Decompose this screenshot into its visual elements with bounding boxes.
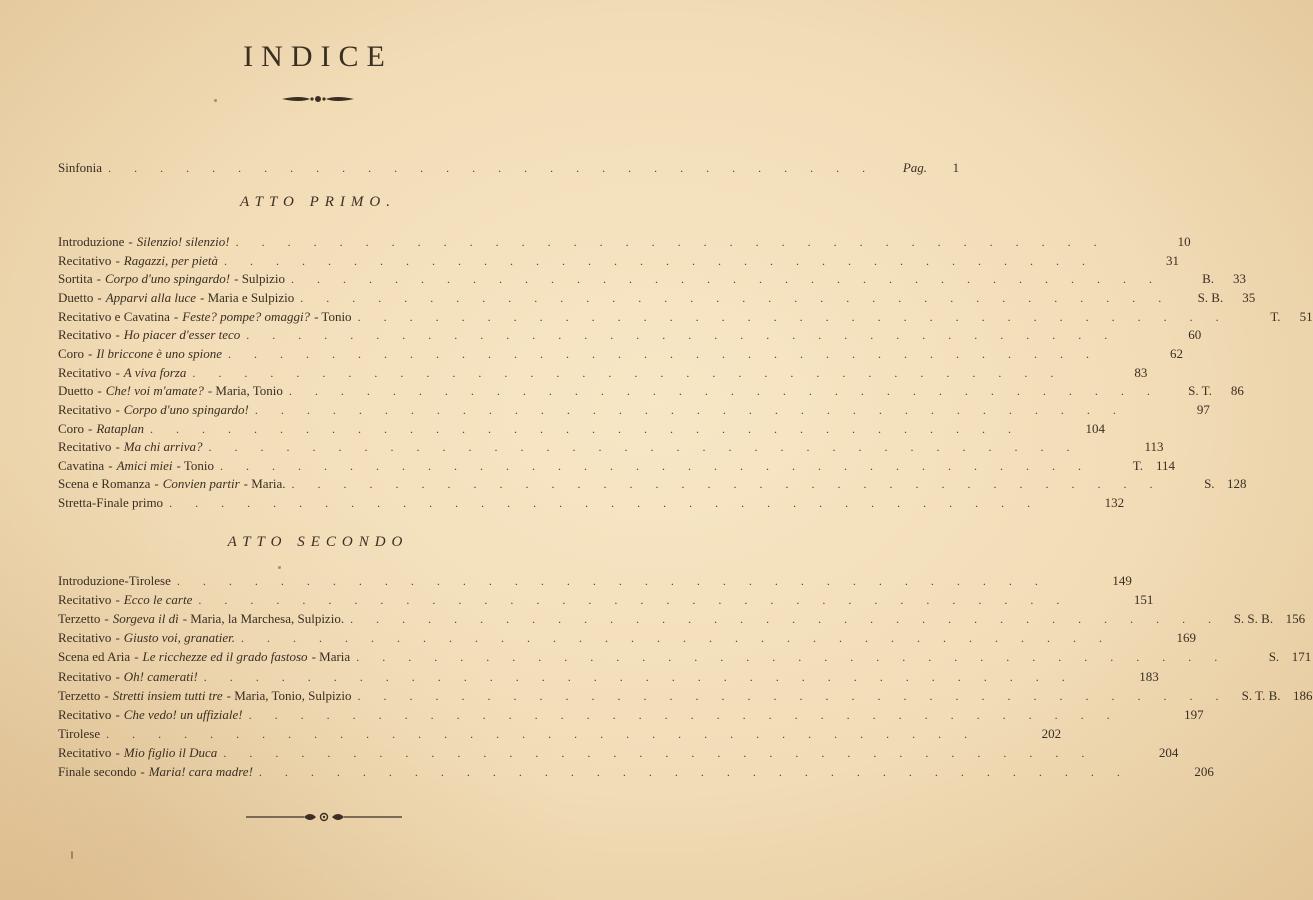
page-number: 202 [1041, 725, 1062, 741]
entry-type: Recitativo [58, 364, 112, 380]
entry-type: Terzetto [58, 611, 101, 627]
entry-label [58, 763, 253, 781]
entry-label [58, 475, 286, 493]
toc-row [58, 326, 1202, 344]
dash-separator: - [115, 592, 120, 608]
entry-label [58, 420, 144, 438]
toc-row [58, 270, 1247, 288]
entry-label: Sinfonia [58, 160, 103, 175]
page-number: 128 [1227, 476, 1247, 492]
entry-type: Introduzione-Tirolese [58, 573, 171, 588]
dot-leader: . . . . . . . . . . . . . . . . . . . . . . . . . . . . . . . . . . [300, 290, 1172, 305]
dash-separator: - [97, 289, 102, 305]
page-number: 151 [1133, 592, 1154, 608]
ink-speck [71, 851, 73, 859]
entry-characters: - Tonio [176, 457, 215, 473]
page-number: 156 [1285, 611, 1306, 627]
dash-separator: - [154, 476, 159, 492]
dot-leader: . . . . . . . . . . . . . . . . . . . . . . . . . . . . . . . . . . [288, 384, 1160, 399]
toc-row [58, 706, 1204, 724]
entry-title: Rataplan [96, 420, 145, 436]
entry-label [58, 629, 235, 647]
dash-separator: - [108, 457, 113, 473]
entry-characters: - Maria, Tonio, Sulpizio [226, 687, 352, 703]
entry-label [58, 494, 163, 512]
dash-separator: - [115, 252, 120, 268]
entry-characters: - Maria e Sulpizio [200, 289, 295, 305]
dot-leader: . . . . . . . . . . . . . . . . . . . . . . . . . . . . . . . . . . [350, 612, 1222, 627]
dot-leader: . . . . . . . . . . . . . . . . . . . . . . . . . . . . . . . . . . [227, 346, 1099, 361]
voice-parts: S. S. B. [1233, 611, 1274, 627]
entry-title: Corpo d'uno spingardo! [123, 401, 249, 417]
page-number: 204 [1158, 744, 1179, 760]
entry-type: Recitativo [58, 401, 112, 417]
act1-heading: ATTO PRIMO. [240, 194, 396, 210]
page-number: 197 [1184, 706, 1204, 722]
entry-type: Duetto [58, 383, 94, 399]
entry-title: Stretti insiem tutti tre [112, 687, 223, 703]
entry-title: Apparvi alla luce [105, 289, 196, 305]
page-number: 31 [1166, 252, 1180, 268]
toc-row [58, 233, 1191, 251]
dot-leader: . . . . . . . . . . . . . . . . . . . . . . . . . . . . . . . . . . [254, 402, 1126, 417]
entry-type: Recitativo e Cavatina [58, 308, 170, 324]
toc-row [58, 591, 1154, 609]
entry-type: Scena ed Aria [58, 649, 131, 665]
voice-parts: S. T. [1188, 383, 1212, 399]
entry-characters: - Tonio [314, 308, 352, 324]
entry-type: Finale secondo [58, 764, 137, 779]
page-number: 132 [1104, 495, 1125, 511]
page-number: 62 [1169, 345, 1183, 361]
dot-leader: . . . . . . . . . . . . . . . . . . . . . . . . . . . . . . . . . . [176, 574, 1048, 588]
entry-label [58, 364, 186, 382]
entry-type: Sortita [58, 271, 93, 287]
dot-leader: . . . . . . . . . . . . . . . . . . . . . . . . . . . . . . . . . . [220, 458, 1092, 473]
voice-parts: T. [1270, 308, 1281, 324]
entry-type: Recitativo [58, 592, 112, 608]
entry-label [58, 648, 350, 666]
dash-separator: - [104, 687, 109, 703]
page-number: 60 [1188, 327, 1202, 343]
entry-label [58, 744, 217, 762]
entry-title: Convien partir [162, 476, 240, 492]
entry-type: Scena e Romanza [58, 476, 151, 492]
pag-label: Pag. [902, 160, 928, 175]
entry-title: Maria! cara madre! [148, 764, 253, 779]
entry-label [58, 706, 243, 724]
entry-label [58, 289, 294, 307]
voice-parts: B. [1202, 271, 1215, 287]
toc-row [58, 668, 1159, 686]
entry-characters: - Maria, la Marchesa, Sulpizio. [182, 611, 345, 627]
dot-leader: . . . . . . . . . . . . . . . . . . . . . . . . . . . . . . . . . . [223, 745, 1095, 760]
toc-row [58, 438, 1164, 456]
entry-type: Tirolese [58, 725, 101, 741]
entry-label [58, 610, 344, 628]
page-number: 104 [1085, 420, 1106, 436]
page-number: 10 [1177, 234, 1191, 249]
entry-label [58, 233, 230, 251]
dot-leader: . . . . . . . . . . . . . . . . . . . . . . . . . . . . . . . . . . [356, 650, 1228, 665]
ornament-bottom [244, 809, 404, 825]
entry-title: Ho piacer d'esser teco [123, 327, 241, 343]
toc-row [58, 744, 1179, 762]
page-number: 83 [1134, 364, 1148, 380]
toc-row [58, 420, 1106, 438]
entry-title: Che vedo! un uffiziale! [123, 706, 243, 722]
page-number: 97 [1196, 401, 1210, 417]
ink-speck [278, 566, 281, 569]
toc-row [58, 364, 1148, 382]
entry-label [58, 308, 352, 326]
entry-title: Giusto voi, granatier. [123, 630, 236, 646]
entry-title: Mio figlio il Duca [123, 744, 218, 760]
entry-label [58, 252, 218, 270]
entry-title: Il briccone è uno spione [96, 345, 222, 361]
entry-title: Ecco le carte [123, 592, 193, 608]
entry-label [58, 687, 352, 705]
entry-type: Stretta-Finale primo [58, 495, 164, 511]
dot-leader: . . . . . . . . . . . . . . . . . . . . . . . . . . . . . . . . . . [357, 688, 1229, 703]
entry-label [58, 438, 203, 456]
toc-row [58, 252, 1180, 270]
entry-type: Recitativo [58, 668, 112, 684]
toc-row [58, 687, 1313, 705]
dot-leader: . . . . . . . . . . . . . . . . . . . . . . . . . . . . . . . . . . [291, 477, 1163, 492]
entry-label [58, 457, 214, 475]
dot-leader: . . . . . . . . . . . . . . . . . . . . . . . . . . . . . . . . . . [208, 440, 1080, 455]
entry-type: Coro [58, 345, 84, 361]
entry-title: Corpo d'uno spingardo! [105, 271, 231, 287]
ink-speck [214, 99, 217, 102]
dash-separator: - [88, 420, 93, 436]
page-number: 35 [1242, 289, 1256, 305]
dot-leader: . . . . . . . . . . . . . . . . . . . . . . . . . . . . . . . . . . [192, 365, 1064, 380]
dash-separator: - [96, 271, 102, 287]
toc-row [58, 475, 1247, 493]
dash-separator: - [115, 744, 120, 760]
dash-separator: - [128, 234, 133, 249]
page-number: 33 [1233, 271, 1247, 287]
toc-row [58, 725, 1062, 743]
dash-separator: - [173, 308, 179, 324]
page-number: 149 [1112, 573, 1132, 588]
entry-title: Sorgeva il dì [112, 611, 179, 627]
act2-heading: ATTO SECONDO [227, 534, 409, 550]
entry-type: Recitativo [58, 252, 112, 268]
page-number: 113 [1144, 439, 1164, 455]
dot-leader: . . . . . . . . . . . . . . . . . . . . . . . . . . . . . . . . . . [246, 328, 1118, 343]
dot-leader: . . . . . . . . . . . . . . . . . . . . . . . . . . . . . . . . . . [291, 272, 1163, 287]
toc-row [58, 401, 1210, 419]
entry-title: Amici miei [116, 457, 173, 473]
entry-label [58, 270, 285, 288]
toc-row [58, 494, 1125, 512]
toc-row [58, 572, 1132, 590]
dot-leader: . . . . . . . . . . . . . . . . . . . . . . . . . . . . . . . . . . [150, 421, 1022, 436]
dash-separator: - [97, 383, 102, 399]
entry-title: Ma chi arriva? [123, 439, 203, 455]
dot-leader: . . . . . . . . . . . . . . . . . . . . . . . . . . . . . . . . . . [258, 765, 1130, 779]
page-number: 206 [1194, 764, 1214, 779]
toc-row [58, 610, 1306, 628]
entry-characters: - Maria, Tonio [207, 383, 283, 399]
toc-row [58, 648, 1312, 666]
page-number: 169 [1176, 630, 1197, 646]
toc-row [58, 345, 1183, 363]
toc-row [58, 289, 1256, 307]
page-title: INDICE [243, 40, 393, 73]
dot-leader: . . . . . . . . . . . . . . . . . . . . . . . . . . . . . . . . . . [241, 631, 1113, 646]
entry-title: Ragazzi, per pietà [123, 252, 219, 268]
toc-row-sinfonia [58, 159, 960, 177]
entry-label [58, 382, 283, 400]
dash-separator: - [134, 649, 139, 665]
dash-separator: - [104, 611, 109, 627]
page-number: 1 [952, 160, 960, 175]
dash-separator: - [115, 706, 120, 722]
entry-label [58, 725, 100, 743]
entry-label [58, 668, 198, 686]
dot-leader: . . . . . . . . . . . . . . . . . . . . . . . . . . . . . . [108, 161, 876, 175]
entry-title: Che! voi m'amate? [105, 383, 204, 399]
dot-leader: . . . . . . . . . . . . . . . . . . . . . . . . . . . . . . . . . . [224, 253, 1096, 268]
entry-characters: - Sulpizio [234, 271, 286, 287]
entry-type: Duetto [58, 289, 94, 305]
dash-separator: - [115, 668, 120, 684]
entry-characters: - Maria. [243, 476, 286, 492]
voice-parts: S. B. [1197, 289, 1224, 305]
entry-type: Recitativo [58, 327, 112, 343]
page-number: 86 [1230, 383, 1244, 399]
entry-label [58, 591, 192, 609]
dot-leader: . . . . . . . . . . . . . . . . . . . . . . . . . . . . . . . . . . [235, 235, 1107, 249]
dot-leader: . . . . . . . . . . . . . . . . . . . . . . . . . . . . . . . . . . [248, 707, 1120, 722]
toc-row [58, 308, 1313, 326]
dot-leader: . . . . . . . . . . . . . . . . . . . . . . . . . . . . . . . . . . [203, 669, 1075, 684]
page-number: 171 [1291, 649, 1312, 665]
entry-type: Coro [58, 420, 84, 436]
entry-type: Recitativo [58, 744, 112, 760]
entry-title: Feste? pompe? omaggi? [182, 308, 311, 324]
dash-separator: - [115, 439, 120, 455]
entry-title: A viva forza [123, 364, 187, 380]
entry-title: Silenzio! silenzio! [136, 234, 230, 249]
entry-title: Le ricchezze ed il grado fastoso [142, 649, 308, 665]
dash-separator: - [115, 630, 120, 646]
entry-type: Cavatina [58, 457, 105, 473]
entry-label [58, 572, 171, 590]
page-number: 183 [1139, 668, 1159, 684]
toc-row [58, 629, 1197, 647]
toc-row [58, 382, 1244, 400]
toc-row [58, 763, 1214, 781]
dash-separator: - [115, 364, 120, 380]
entry-characters: - Maria [311, 649, 351, 665]
dash-separator: - [115, 401, 120, 417]
dot-leader: . . . . . . . . . . . . . . . . . . . . . . . . . . . . . . . . . . [357, 309, 1229, 324]
dash-separator: - [140, 764, 145, 779]
entry-type: Recitativo [58, 630, 112, 646]
toc-row [58, 457, 1176, 475]
dash-separator: - [115, 327, 120, 343]
entry-type: Recitativo [58, 439, 112, 455]
entry-label [58, 326, 240, 344]
dash-separator: - [88, 345, 93, 361]
dot-leader: . . . . . . . . . . . . . . . . . . . . . . . . . . . . . . . . . . [198, 593, 1070, 608]
voice-parts: T. [1132, 457, 1144, 473]
page-number: 51 [1299, 308, 1313, 324]
voice-parts: S. T. B. [1241, 687, 1281, 703]
entry-type: Introduzione [58, 234, 125, 249]
entry-title: Oh! camerati! [123, 668, 198, 684]
entry-type: Recitativo [58, 706, 112, 722]
voice-parts: S. [1204, 476, 1215, 492]
entry-label [58, 345, 222, 363]
dot-leader: . . . . . . . . . . . . . . . . . . . . . . . . . . . . . . . . . . [106, 726, 978, 741]
ornament-top [280, 92, 356, 106]
entry-label [58, 401, 249, 419]
entry-type: Terzetto [58, 687, 101, 703]
dot-leader: . . . . . . . . . . . . . . . . . . . . . . . . . . . . . . . . . . [169, 496, 1041, 511]
voice-parts: S. [1268, 649, 1280, 665]
page-number: 186 [1293, 687, 1313, 703]
page-number: 114 [1156, 457, 1176, 473]
